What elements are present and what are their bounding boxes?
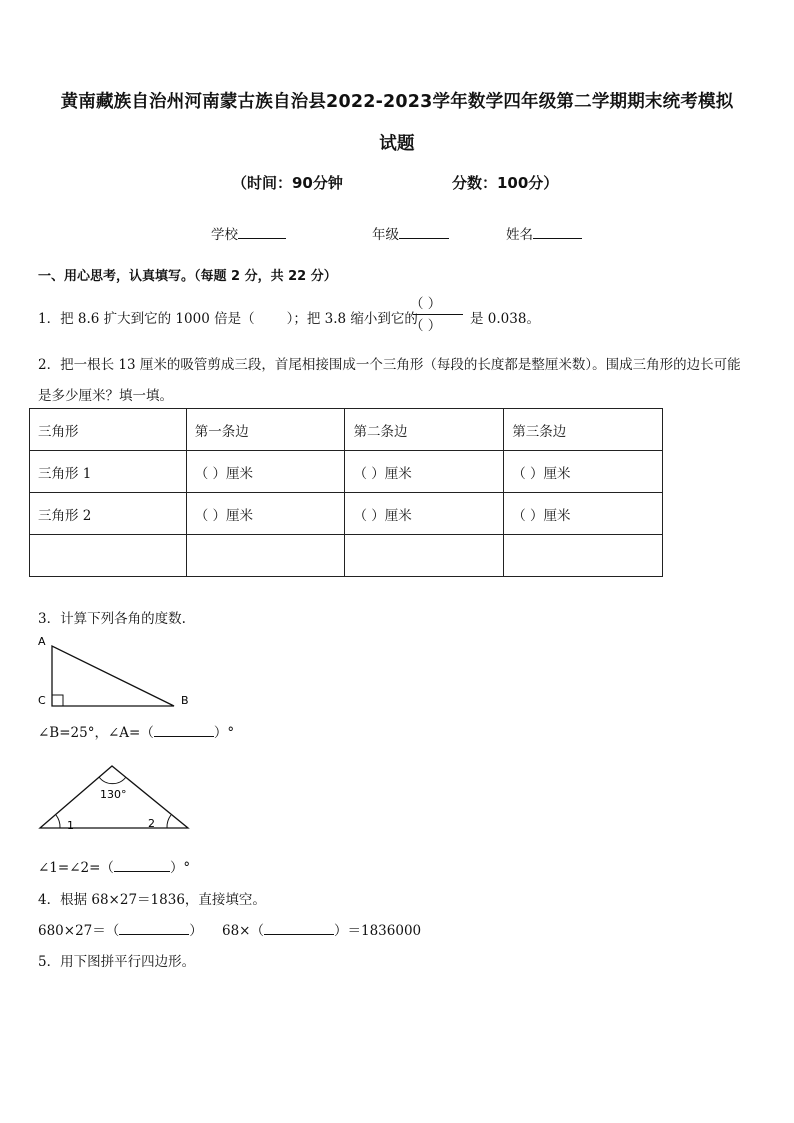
angle-1-unit: ）° — [169, 860, 191, 876]
angle-2-arc — [167, 815, 171, 828]
isosceles-triangle-figure — [34, 760, 199, 835]
table-cell[interactable]: （ ）厘米 — [345, 451, 504, 493]
table-cell[interactable] — [30, 535, 187, 577]
table-cell[interactable]: （ ）厘米 — [345, 493, 504, 535]
q4-blank-2[interactable] — [264, 934, 334, 935]
q4-expression-1 — [38, 919, 203, 939]
grade-blank[interactable] — [399, 238, 449, 239]
angle-a-question — [38, 721, 234, 741]
table-cell[interactable]: （ ）厘米 — [186, 451, 345, 493]
table-row — [30, 493, 663, 535]
table-cell[interactable]: （ ）厘米 — [504, 451, 663, 493]
question-2-line2: 是多少厘米？填一填。 — [38, 388, 173, 404]
question-5: 5．用下图拼平行四边形。 — [38, 954, 196, 970]
angle-a-blank[interactable] — [154, 736, 214, 737]
right-triangle-figure — [34, 632, 204, 712]
table-header-row — [30, 409, 663, 451]
q4-expr1-text: 680×27＝（ — [38, 923, 120, 939]
table-cell: 三角形 2 — [30, 493, 187, 535]
triangle-table — [29, 408, 663, 577]
table-cell[interactable] — [186, 535, 345, 577]
top-angle-label: 130° — [100, 788, 127, 801]
school-field — [211, 223, 286, 243]
table-header: 第一条边 — [186, 409, 345, 451]
angle-1-arc — [56, 815, 60, 828]
q1-part-b: ）；把 3.8 缩小到它的 — [286, 311, 418, 327]
q4-expr2-text: 68×（ — [222, 923, 264, 939]
angle-a-text: ∠B=25°，∠A=（ — [38, 725, 154, 741]
angle-1-text: ∠1=∠2=（ — [38, 860, 114, 876]
table-header: 第二条边 — [345, 409, 504, 451]
q4-expr2-end: ）＝1836000 — [334, 923, 422, 939]
question-1 — [38, 307, 418, 327]
table-row — [30, 451, 663, 493]
q4-expr1-end: ） — [189, 923, 203, 939]
angle-1-question — [38, 856, 190, 876]
exam-time: （时间：90分钟 — [232, 174, 343, 192]
name-field — [506, 223, 582, 243]
question-4: 4．根据 68×27＝1836，直接填空。 — [38, 892, 266, 908]
table-header: 三角形 — [30, 409, 187, 451]
grade-field — [372, 223, 449, 243]
school-blank[interactable] — [238, 238, 286, 239]
table-header: 第三条边 — [504, 409, 663, 451]
school-label: 学校 — [211, 227, 238, 243]
q1-fraction-top[interactable]: （ ） — [410, 296, 442, 312]
table-cell[interactable] — [345, 535, 504, 577]
q4-expression-2 — [222, 919, 421, 939]
angle-1-blank[interactable] — [114, 871, 170, 872]
q1-part-c: 是 0.038。 — [470, 311, 540, 327]
right-angle-mark — [52, 695, 63, 706]
exam-score: 分数：100分） — [452, 174, 559, 192]
vertex-a-label: A — [38, 635, 46, 648]
angle-1-label: 1 — [67, 819, 74, 832]
grade-label: 年级 — [372, 227, 399, 243]
table-cell[interactable] — [504, 535, 663, 577]
q1-fraction-bottom[interactable]: （ ） — [410, 318, 442, 334]
page-title-continued: 试题 — [379, 134, 415, 154]
angle-a-unit: ）° — [213, 725, 235, 741]
table-cell: 三角形 1 — [30, 451, 187, 493]
name-label: 姓名 — [506, 227, 533, 243]
question-3: 3．计算下列各角的度数. — [38, 611, 186, 627]
vertex-c-label: C — [38, 694, 46, 707]
table-cell[interactable]: （ ）厘米 — [186, 493, 345, 535]
name-blank[interactable] — [533, 238, 582, 239]
q4-blank-1[interactable] — [119, 934, 189, 935]
vertex-b-label: B — [181, 694, 189, 707]
table-cell[interactable]: （ ）厘米 — [504, 493, 663, 535]
section-heading: 一、用心思考，认真填写。（每题 2 分，共 22 分） — [38, 269, 337, 284]
page-title: 黄南藏族自治州河南蒙古族自治县2022-2023学年数学四年级第二学期期末统考模拟 — [60, 92, 734, 112]
top-angle-arc — [99, 777, 126, 784]
right-triangle — [52, 646, 174, 706]
table-row — [30, 535, 663, 577]
q1-part-a: 1．把 8.6 扩大到它的 1000 倍是（ — [38, 311, 255, 327]
angle-2-label: 2 — [148, 817, 155, 830]
question-2-line1: 2．把一根长 13 厘米的吸管剪成三段，首尾相接围成一个三角形（每段的长度都是整厘米数）。围成三角形的边长可能 — [38, 357, 741, 373]
